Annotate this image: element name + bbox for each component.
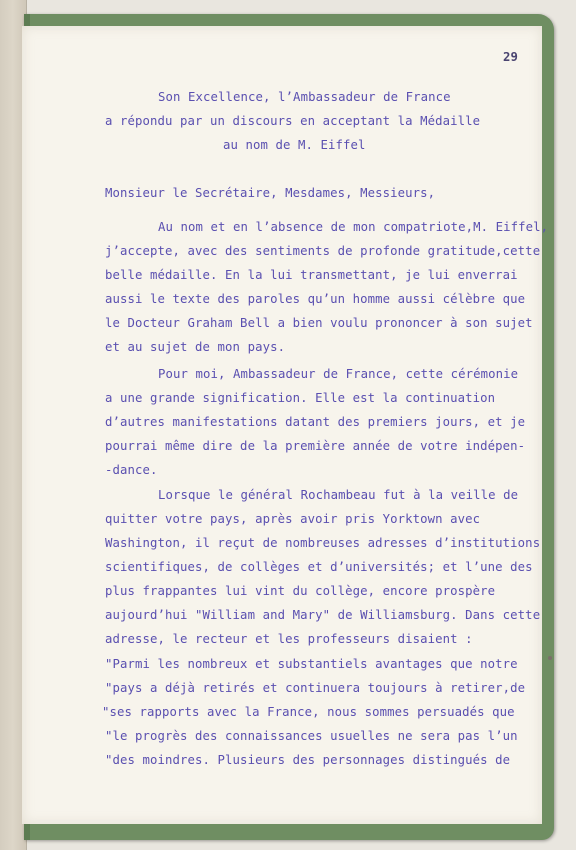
body-line: quitter votre pays, après avoir pris Yorktown avec	[105, 512, 481, 526]
body-line: -dance.	[105, 463, 158, 477]
salutation: Monsieur le Secrétaire, Mesdames, Messieurs,	[105, 186, 436, 200]
body-line: et au sujet de mon pays.	[105, 340, 286, 354]
heading-line-3: au nom de M. Eiffel	[223, 138, 366, 152]
body-line: plus frappantes lui vint du collège, encore prospère	[105, 584, 496, 598]
body-line: Pour moi, Ambassadeur de France, cette cérémonie	[158, 367, 519, 381]
body-line: "pays a déjà retirés et continuera toujours à retirer,de	[105, 681, 526, 695]
body-line: "ses rapports avec la France, nous sommes persuadés que	[102, 705, 515, 719]
body-line: "Parmi les nombreux et substantiels avantages que notre	[105, 657, 518, 671]
body-line: pourrai même dire de la première année de votre indépen-	[105, 439, 526, 453]
body-line: Washington, il reçut de nombreuses adresses d’institutions	[105, 536, 541, 550]
heading-line-2: a répondu par un discours en acceptant la Médaille	[105, 114, 481, 128]
body-line: le Docteur Graham Bell a bien voulu prononcer à son sujet	[105, 316, 533, 330]
body-line: scientifiques, de collèges et d’universités; et l’une des	[105, 560, 533, 574]
body-line: j’accepte, avec des sentiments de profonde gratitude,cette	[105, 244, 541, 258]
body-line: Au nom et en l’absence de mon compatriote,M. Eiffel,	[158, 220, 549, 234]
body-line: aujourd’hui "William and Mary" de Williamsburg. Dans cette	[105, 608, 541, 622]
body-line: belle médaille. En la lui transmettant, je lui enverrai	[105, 268, 518, 282]
body-line: Lorsque le général Rochambeau fut à la veille de	[158, 488, 519, 502]
body-line: "le progrès des connaissances usuelles ne sera pas l’un	[105, 729, 518, 743]
heading-line-1: Son Excellence, l’Ambassadeur de France	[158, 90, 451, 104]
page-mark	[548, 656, 552, 660]
body-line: "des moindres. Plusieurs des personnages distingués de	[105, 753, 511, 767]
body-line: d’autres manifestations datant des premiers jours, et je	[105, 415, 526, 429]
body-line: a une grande signification. Elle est la continuation	[105, 391, 496, 405]
typed-page	[22, 26, 549, 824]
body-line: adresse, le recteur et les professeurs disaient :	[105, 632, 473, 646]
page-number: 29	[503, 50, 519, 64]
body-line: aussi le texte des paroles qu’un homme aussi célèbre que	[105, 292, 526, 306]
